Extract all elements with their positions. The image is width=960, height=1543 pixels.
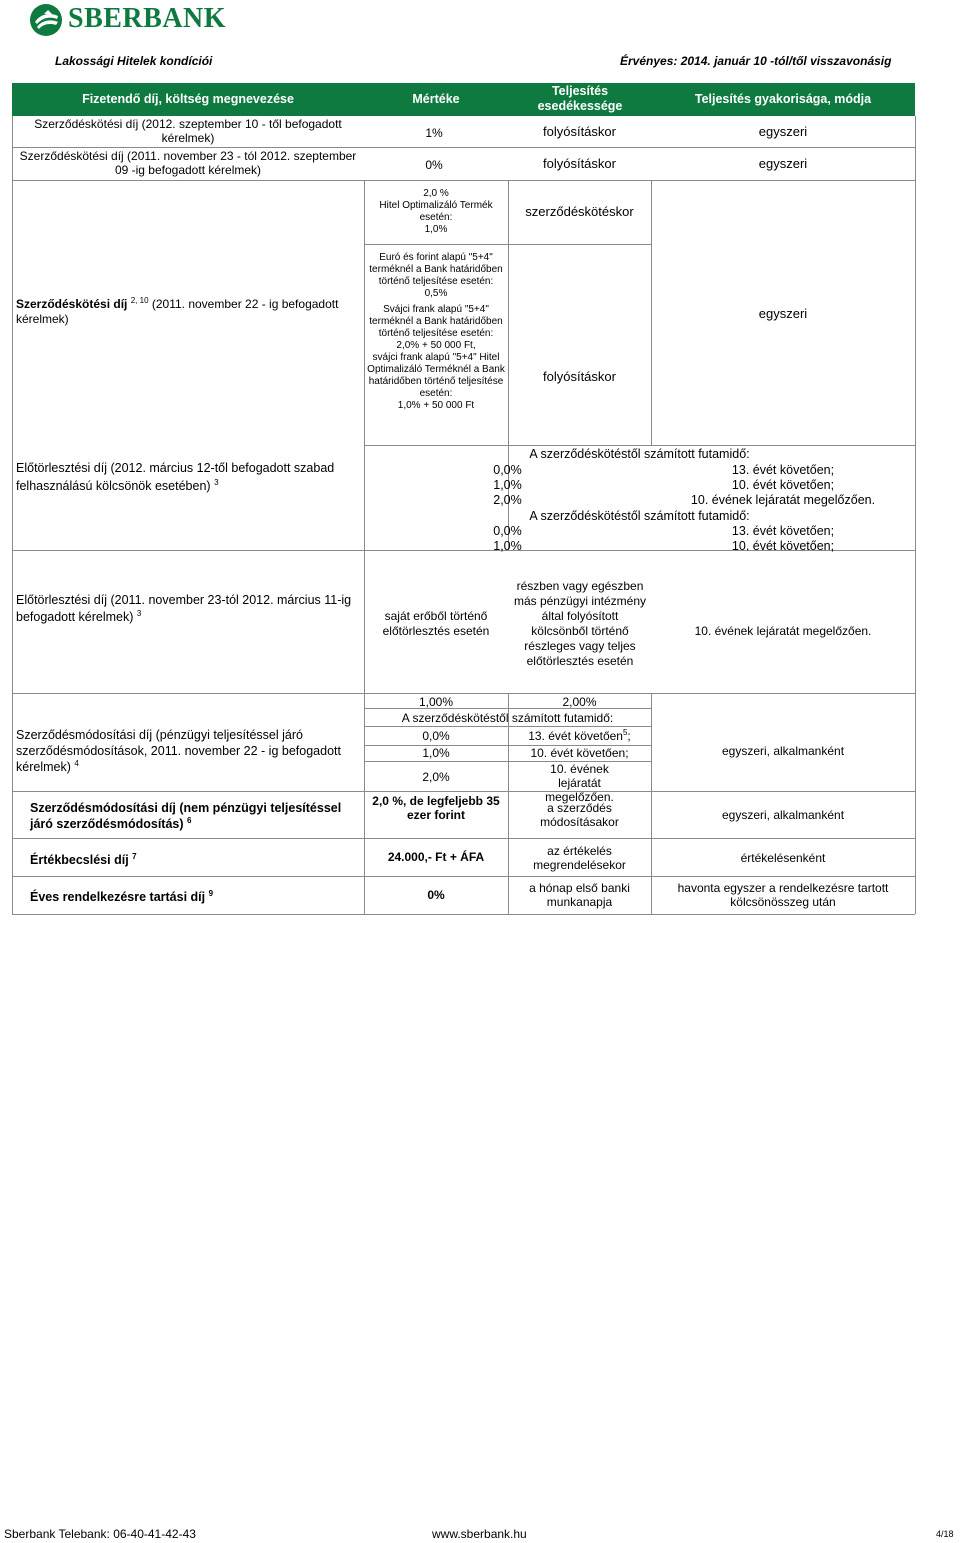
row6-rate: 0,0% <box>422 729 450 743</box>
row4-b1-term: 10. évét követően; <box>731 478 835 492</box>
row4-b2-term: 10. évét követően; <box>731 539 835 553</box>
row9-rate: 0% <box>427 888 445 902</box>
row6-rate: 1,0% <box>422 746 450 760</box>
row4-block1 <box>364 463 915 508</box>
row4-b1-rate: 2,0% <box>493 493 522 507</box>
row4-block2-title: A szerződéskötéstől számított futamidő: <box>529 509 750 523</box>
row1-freq: egyszeri <box>758 124 808 139</box>
row8-due: az értékelés megrendelésekor <box>533 844 626 872</box>
row9-freq: havonta egyszer a rendelkezésre tartott kölcsönösszeg után <box>677 881 889 909</box>
row8-name: Értékbecslési díj $^7$ <box>30 851 137 867</box>
row4-b2-rate: 0,0% <box>493 524 522 538</box>
row6-top-b: 2,00% <box>562 695 597 709</box>
col-header-name: Fizetendő díj, költség megnevezése <box>82 92 294 106</box>
row4-name: Előtörlesztési díj (2012. március 12-től befogadott szabad felhasználású kölcsönök esetében) $^3$ <box>16 461 335 493</box>
row2-freq: egyszeri <box>758 156 808 171</box>
row4-b2-rate: 1,0% <box>493 539 522 553</box>
row2-due: folyósításkor <box>543 156 616 171</box>
footer-telebank: Sberbank Telebank: 06-40-41-42-43 <box>4 1527 196 1541</box>
footer-web[interactable]: www.sberbank.hu <box>432 1527 527 1541</box>
row4-b1-rate: 0,0% <box>493 463 522 477</box>
row6-title: A szerződéskötéstől számított futamidő: <box>401 711 614 725</box>
row2-name: Szerződéskötési díj (2011. november 23 - tól 2012. szeptember 09 -ig befogadott kérelmek) <box>19 149 357 177</box>
row5-freq: 10. évének lejáratát megelőzően. <box>694 624 872 638</box>
row5-rate: saját erőből történő előtörlesztés esetén <box>382 609 490 638</box>
row4-b2-term: 13. évét követően; <box>731 524 835 538</box>
row4-b1-rate: 1,0% <box>493 478 522 492</box>
row8-freq: értékelésenként <box>740 851 826 865</box>
row3-freq: egyszeri <box>758 306 808 321</box>
row1-due: folyósításkor <box>543 124 616 139</box>
row2-rate: 0% <box>425 158 443 172</box>
row3-name: Szerződéskötési díj $^{2, 10}$ (2011. november 22 - ig befogadott kérelmek) <box>16 296 339 326</box>
row6-top-a: 1,00% <box>418 695 454 709</box>
footer-page: 4/18 <box>936 1529 954 1539</box>
row4-block1-title: A szerződéskötéstől számított futamidő: <box>529 447 750 461</box>
row7-freq: egyszeri, alkalmanként <box>721 808 845 822</box>
row9-name: Éves rendelkezésre tartási díj $^9$ <box>30 888 214 904</box>
row7-rate: 2,0 %, de legfeljebb 35 ezer forint <box>372 794 500 822</box>
sberbank-logo <box>28 2 228 38</box>
row3-due-b: folyósításkor <box>543 369 616 384</box>
validity: Érvényes: 2014. január 10 -tól/től visszavonásig <box>620 54 892 68</box>
sberbank-logo-icon <box>28 2 64 38</box>
row7-due: a szerződés módosításakor <box>540 801 619 829</box>
row3-rate-b: Euró és forint alapú "5+4" terméknél a Bank határidőben történő teljesítése esetén: 0,5% Svájci frank alapú "5+4" terméknél a Bank határidőben történő teljesítése esetén: 2,0% + 50 000 Ft, svájci frank alapú "5+4" Hitel Optimalizáló Terméknél a Bank határidőben történő teljesítése esetén: 1,0% + 50 000 Ft <box>367 252 505 411</box>
brand-name: SBERBANK <box>68 3 227 34</box>
row4-block2 <box>364 524 915 554</box>
row6-name: Szerződésmódosítási díj (pénzügyi teljesítéssel járó szerződésmódosítások, 2011. november 22 - ig befogadott kérelmek) $^4$ <box>16 728 341 774</box>
doc-title: Lakossági Hitelek kondíciói <box>55 54 213 68</box>
col-header-due: Teljesítés esedékessége <box>537 84 623 113</box>
row4-b1-term: 13. évét követően; <box>731 463 835 477</box>
row4-b1-term: 10. évének lejáratát megelőzően. <box>690 493 876 507</box>
row7-name: Szerződésmódosítási díj (nem pénzügyi teljesítéssel járó szerződésmódosítás) $^6$ <box>30 801 342 831</box>
row6-rate: 2,0% <box>422 770 450 784</box>
row9-due: a hónap első banki munkanapja <box>529 881 630 909</box>
row1-name: Szerződéskötési díj (2012. szeptember 10 - től befogadott kérelmek) <box>34 117 342 145</box>
row6-freq: egyszeri, alkalmanként <box>721 744 845 758</box>
row3-rate-a: 2,0 % Hitel Optimalizáló Termék esetén: 1,0% <box>379 188 493 235</box>
row5-name: Előtörlesztési díj (2011. november 23-tól 2012. március 11-ig befogadott kérelmek) $^3$ <box>16 593 352 624</box>
row3-due-a: szerződéskötéskor <box>525 204 634 219</box>
row1-rate: 1% <box>425 126 443 140</box>
col-header-rate: Mértéke <box>412 92 460 106</box>
row6-term: 13. évét követően$^5$; <box>528 728 631 743</box>
row6-term: 10. évének lejáratát megelőzően. <box>545 762 614 804</box>
row8-rate: 24.000,- Ft + ÁFA <box>387 850 485 864</box>
row5-due: részben vagy egészben más pénzügyi intézmény által folyósított kölcsönből történő részleges vagy teljes előtörlesztés esetén <box>513 579 647 668</box>
row6-term: 10. évét követően; <box>530 746 629 760</box>
col-header-freq: Teljesítés gyakorisága, módja <box>694 92 872 106</box>
